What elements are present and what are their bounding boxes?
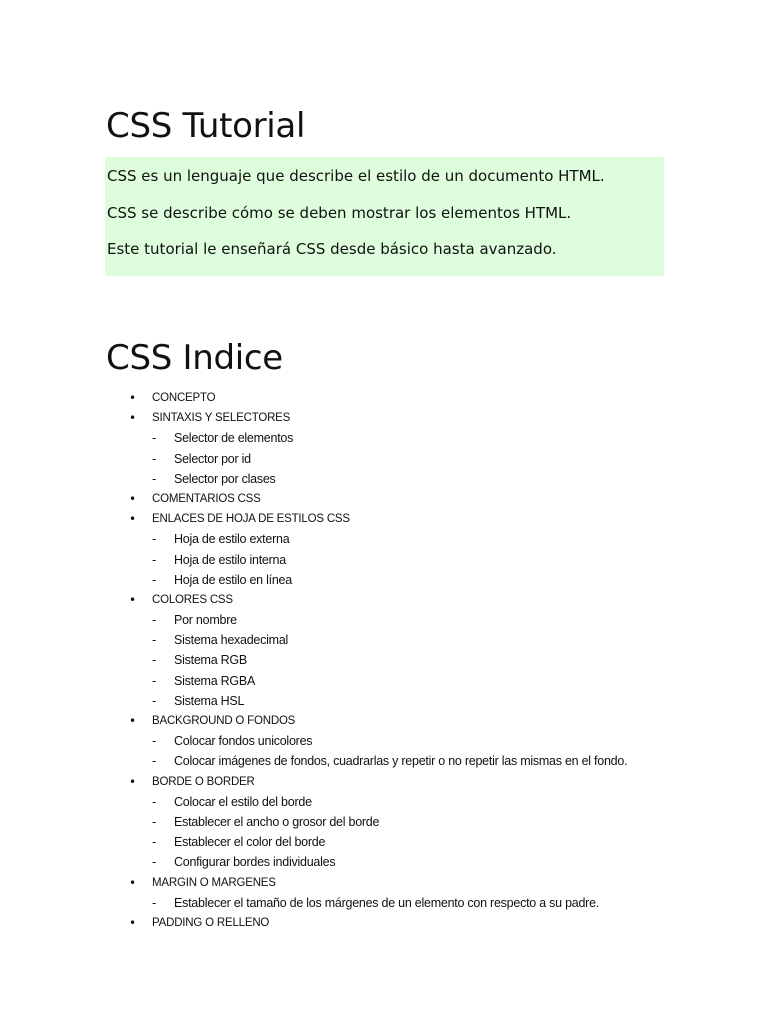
index-subitem-label: Selector de elementos xyxy=(174,431,294,446)
dash-marker: - xyxy=(152,451,157,466)
dash-marker: - xyxy=(152,835,157,850)
index-item-label: SINTAXIS Y SELECTORES xyxy=(152,412,291,425)
index-subitem-label: Por nombre xyxy=(174,613,237,628)
bullet-marker: • xyxy=(129,491,137,506)
dash-marker: - xyxy=(152,814,157,829)
bullet-marker: • xyxy=(129,714,137,728)
index-subitem-label: Hoja de estilo interna xyxy=(174,552,286,567)
dash-marker: - xyxy=(152,552,157,567)
index-subitem xyxy=(0,671,768,691)
index-item xyxy=(0,772,768,792)
index-item xyxy=(0,913,768,933)
dash-marker: - xyxy=(152,431,157,446)
index-subitem xyxy=(0,469,768,489)
dash-marker: - xyxy=(152,572,157,587)
index-subitem xyxy=(0,731,768,751)
dash-marker: - xyxy=(152,734,157,749)
index-subitem xyxy=(0,428,768,448)
index-item-label: COMENTARIOS CSS xyxy=(152,492,261,505)
dash-marker: - xyxy=(152,693,157,708)
index-subitem-label: Establecer el color del borde xyxy=(174,835,326,850)
index-subitem-label: Colocar imágenes de fondos, cuadrarlas y repetir o no repetir las mismas en el fondo. xyxy=(174,754,628,769)
index-subitem xyxy=(0,449,768,469)
index-subitem-label: Sistema RGBA xyxy=(174,673,256,688)
intro-line: CSS es un lenguaje que describe el estilo de un documento HTML. xyxy=(107,167,605,185)
index-subitem xyxy=(0,832,768,852)
index-subitem xyxy=(0,630,768,650)
index-subitem xyxy=(0,650,768,670)
dash-marker: - xyxy=(152,895,157,910)
index-subitem-label: Sistema HSL xyxy=(174,693,245,708)
index-subitem-label: Establecer el tamaño de los márgenes de un elemento con respecto a su padre. xyxy=(174,895,600,910)
index-subitem-label: Establecer el ancho o grosor del borde xyxy=(174,814,380,829)
index-item xyxy=(0,388,768,408)
index-subitem-label: Hoja de estilo en línea xyxy=(174,572,292,587)
dash-marker: - xyxy=(152,633,157,648)
index-item xyxy=(0,408,768,428)
bullet-marker: • xyxy=(129,774,137,789)
index-subitem-label: Selector por id xyxy=(174,451,251,466)
index-item-label: CONCEPTO xyxy=(152,392,216,404)
dash-marker: - xyxy=(152,754,157,769)
index-subitem xyxy=(0,550,768,570)
index-list xyxy=(0,388,768,933)
index-subitem xyxy=(0,570,768,590)
bullet-marker: • xyxy=(129,592,137,607)
index-subitem-label: Sistema hexadecimal xyxy=(174,633,289,648)
bullet-marker: • xyxy=(129,411,137,426)
index-subitem xyxy=(0,529,768,549)
index-item-label: MARGIN O MARGENES xyxy=(152,876,276,889)
intro-line: Este tutorial le enseñará CSS desde básico hasta avanzado. xyxy=(107,240,557,258)
bullet-marker: • xyxy=(129,875,137,890)
index-item-label: ENLACES DE HOJA DE ESTILOS CSS xyxy=(152,513,350,526)
index-subitem-label: Colocar el estilo del borde xyxy=(174,794,312,809)
index-item xyxy=(0,509,768,529)
index-item-label: COLORES CSS xyxy=(152,593,233,606)
dash-marker: - xyxy=(152,855,157,870)
bullet-marker: • xyxy=(129,391,137,405)
index-item-label: PADDING O RELLENO xyxy=(152,916,270,929)
index-subitem xyxy=(0,610,768,630)
index-subitem xyxy=(0,691,768,711)
tutorial-heading: CSS Tutorial xyxy=(106,106,306,146)
index-subitem-label: Configurar bordes individuales xyxy=(174,855,336,870)
index-subitem-label: Hoja de estilo externa xyxy=(174,532,290,547)
bullet-marker: • xyxy=(129,915,137,930)
index-item-label: BACKGROUND O FONDOS xyxy=(152,715,296,727)
index-subitem-label: Colocar fondos unicolores xyxy=(174,734,313,749)
index-item xyxy=(0,873,768,893)
index-item-label: BORDE O BORDER xyxy=(152,775,255,788)
index-item xyxy=(0,590,768,610)
dash-marker: - xyxy=(152,532,157,547)
index-subitem-label: Selector por clases xyxy=(174,471,276,486)
index-subitem xyxy=(0,792,768,812)
dash-marker: - xyxy=(152,794,157,809)
index-subitem-label: Sistema RGB xyxy=(174,653,247,668)
dash-marker: - xyxy=(152,653,157,668)
index-subitem xyxy=(0,751,768,771)
dash-marker: - xyxy=(152,673,157,688)
dash-marker: - xyxy=(152,613,157,628)
index-item xyxy=(0,489,768,509)
dash-marker: - xyxy=(152,471,157,486)
index-heading: CSS Indice xyxy=(106,338,283,378)
intro-highlight-box xyxy=(105,157,664,276)
index-subitem xyxy=(0,812,768,832)
index-item xyxy=(0,711,768,731)
intro-line: CSS se describe cómo se deben mostrar los elementos HTML. xyxy=(107,204,572,222)
index-subitem xyxy=(0,893,768,913)
bullet-marker: • xyxy=(129,512,137,527)
index-subitem xyxy=(0,852,768,872)
